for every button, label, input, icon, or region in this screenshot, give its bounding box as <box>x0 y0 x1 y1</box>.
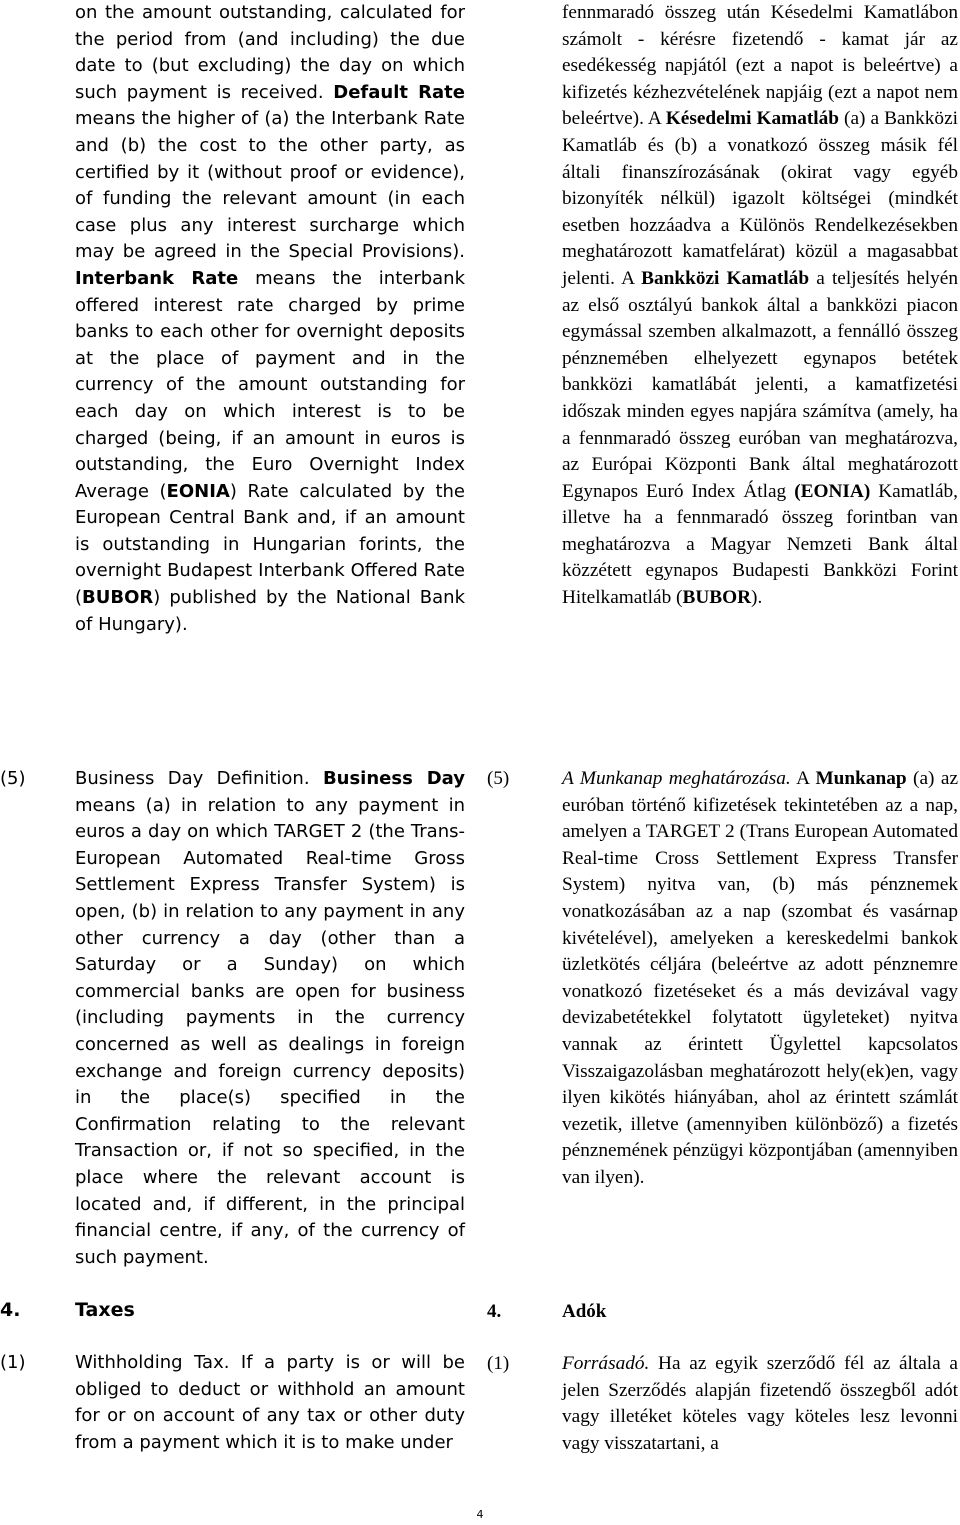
en-text: on the amount outstanding, calculated for the period from (and including) the due date to (but excluding) the day on which such payment is received. <box>75 2 465 103</box>
hu-term-munkanap: Munkanap <box>815 768 907 789</box>
hu-text: Kamatláb, illetve ha a fennmaradó összeg forintban van meghatározva a Magyar Nemzeti Bank által közzétett egynapos Budapesti Bankközi Forint Hitelkamatláb ( <box>562 480 959 609</box>
hu-text: a teljesítés helyén az első osztályú bankok által a bankközi piacon egymással szemben alkalmazott, a fennálló összeg pénznemében elhelyezett egynapos betétek bankközi kamatlábát jelenti, a kamatfizetési időszak minden egyes napjára számítva (amely, ha a fennmaradó összeg euróban van meghatározva, az Európai Központi Bank által meghatározott Egynapos Euró Index Átlag <box>562 267 958 502</box>
en-section-number-4: 4. <box>0 1299 21 1321</box>
hu-heading-forrasado: Forrásadó. <box>562 1353 650 1374</box>
en-text: means the interbank offered interest rate charged by prime banks to each other for overnight deposits at the place of payment and in the currency of the amount outstanding for each day on which interest is to be charged (being, if an amount in euros is outstanding, the Euro Overnight Index Average ( <box>75 267 466 502</box>
hu-section-title-adok: Adók <box>562 1301 607 1322</box>
hu-text: ). <box>751 587 763 609</box>
hu-term-bankkozi-kamatlab: Bankközi Kamatláb <box>641 267 810 289</box>
en-section-title-taxes: Taxes <box>75 1299 135 1321</box>
en-heading-business-day-definition: Business Day Definition. <box>75 768 323 789</box>
en-text: means (a) in relation to any payment in euros a day on which TARGET 2 (the Trans-European Automated Real-time Gross Settlement Express Transfer System) is open, (b) in relation to any payment in any other currency a day (other than a Saturday or a Sunday) on which commercial banks are open for business (including payments in the currency concerned as well as dealings in foreign exchange and foreign currency deposits) in the place(s) specified in the Confirmation relating to the relevant Transaction or, if not so specified, in the place where the relevant account is located and, if different, in the principal financial centre, if any, of the currency of such payment. <box>75 794 465 1268</box>
en-text: Withholding Tax. If a party is or will be obliged to deduct or withhold an amount for or on account of any tax or other duty from a payment which it is to make under <box>75 1352 465 1453</box>
en-paragraph-default-rate <box>75 0 465 638</box>
en-paragraph-withholding-tax <box>75 1350 465 1456</box>
hu-term-kesedelmi-kamatlab: Késedelmi Kamatláb <box>665 108 839 130</box>
hu-paragraph-kesedelmi-kamatlab <box>562 0 958 612</box>
en-term-bubor: BUBOR <box>82 587 154 609</box>
hu-paragraph-munkanap <box>562 766 958 1192</box>
hu-term-eonia: (EONIA) <box>794 480 871 502</box>
hu-text: Ha az egyik szerződő fél az általa a jelen Szerződés alapján fizetendő összegből adót vagy illetéket köteles vagy köteles lesz levonni vagy visszatartani, a <box>562 1353 958 1454</box>
en-clause-number-5: (5) <box>0 768 26 789</box>
hu-heading-munkanap: A Munkanap meghatározása. <box>562 768 791 789</box>
en-term-default-rate: Default Rate <box>333 81 465 103</box>
page-number: 4 <box>476 1508 484 1521</box>
hu-text: fennmaradó összeg után Késedelmi Kamatlábon számolt - kérésre fizetendő - kamat jár az esedékesség napjától (ezt a napot is beleértve) a kifizetés kézhezvételének napjáig (ezt a napot nem beleértve). A <box>562 2 958 130</box>
hu-paragraph-forrasado <box>562 1351 958 1457</box>
en-text: ) Rate calculated by the European Central Bank and, if an amount is outstanding in Hungarian forints, the overnight Budapest Interbank Offered Rate ( <box>75 480 465 609</box>
en-term-interbank-rate: Interbank Rate <box>75 267 239 289</box>
en-clause-number-1: (1) <box>0 1352 26 1373</box>
en-paragraph-business-day <box>75 766 465 1271</box>
en-text: means the higher of (a) the Interbank Rate and (b) the cost to the other party, as certified by it (without proof or evidence), of funding the relevant amount (in each case plus any interest surcharge which may be agreed in the Special Provisions). <box>75 108 465 263</box>
en-term-business-day: Business Day <box>322 768 465 789</box>
hu-text: A <box>790 768 816 789</box>
hu-clause-number-5: (5) <box>487 768 510 789</box>
en-text: ) published by the National Bank of Hungary). <box>75 587 465 635</box>
hu-text: (a) az euróban történő kifizetések tekintetében az a nap, amelyen a TARGET 2 (Trans European Automated Real-time Cross Settlement Express Transfer System) nyitva van, (b) más pénznemek vonatkozásában az a nap (szombat és vasárnap kivételével), amelyeken a kereskedelmi bankok üzletkötés céljára (beleértve az adott pénznemre vonatkozó fizetéseket és a más devizával vagy devizabetétekkel folytatott ügyleteket) nyitva vannak az érintett Ügylettel kapcsolatos Visszaigazolásban meghatározott hely(ek)en, vagy ilyen kikötés hiányában, ahol az érintett számlát vezetik, illetve (amennyiben különböző) a fizetés pénznemének pénzügyi központjában (amennyiben van ilyen). <box>562 768 959 1188</box>
en-term-eonia: EONIA <box>166 480 230 502</box>
hu-text: (a) a Bankközi Kamatláb és (b) a vonatkozó összeg másik fél általi finanszírozásának (okirat vagy egyéb bizonyíték nélkül) igazolt költségei (mindkét esetben hozzáadva a Különös Rendelkezésekben meghatározott kamatfelárat) közül a magasabbat jelenti. A <box>562 108 958 289</box>
hu-section-number-4: 4. <box>487 1301 502 1322</box>
hu-clause-number-1: (1) <box>487 1353 510 1374</box>
hu-term-bubor: BUBOR <box>682 587 752 609</box>
